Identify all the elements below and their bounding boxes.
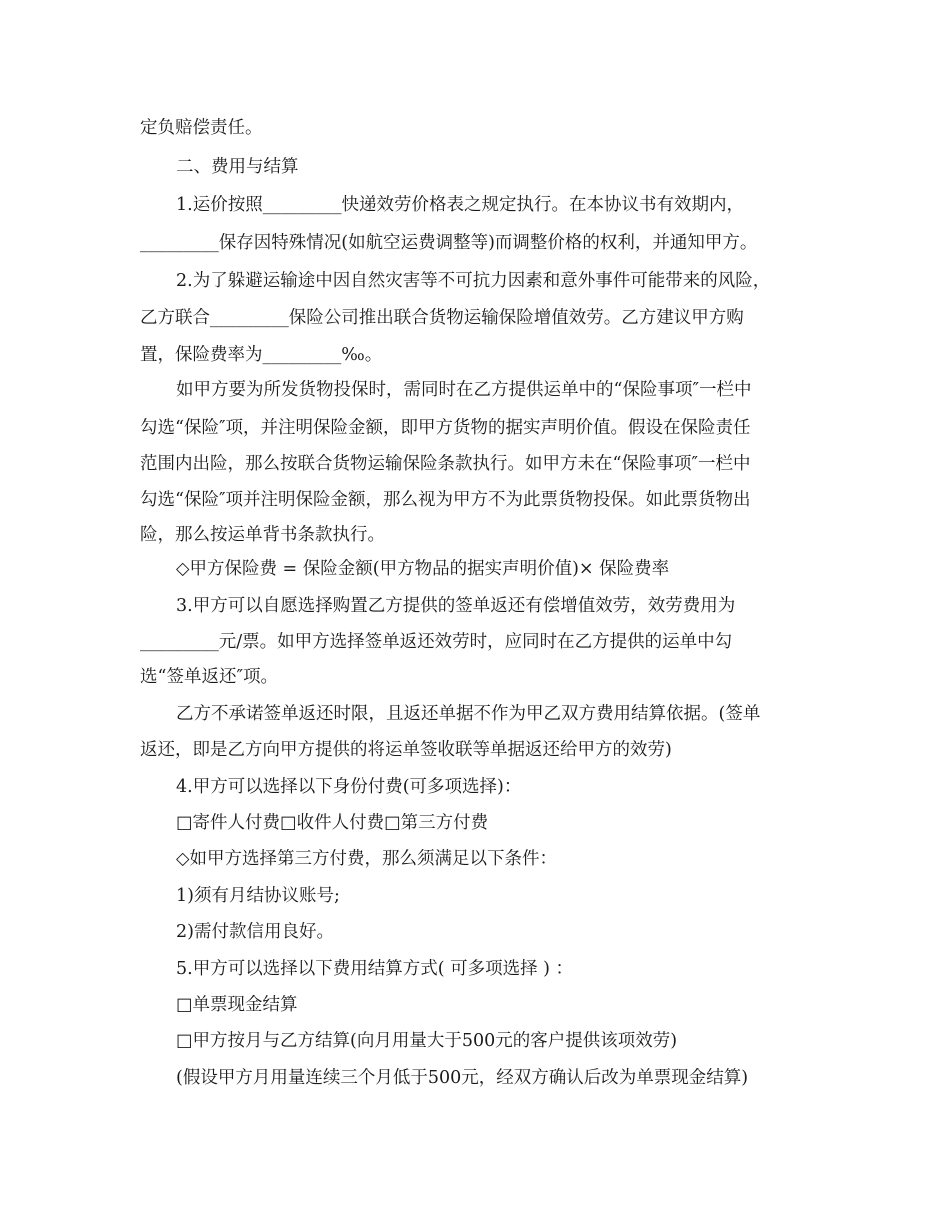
text-line: 2.为了躲避运输途中因自然灾害等不可抗力因素和意外事件可能带来的风险， [176, 271, 771, 291]
section-heading: 二、费用与结算 [176, 157, 299, 177]
text-line: 勾选“保险″项，并注明保险金额，即甲方货物的据实声明价值。假设在保险责任 [140, 418, 751, 438]
text-line: 返还，即是乙方向甲方提供的将运单签收联等单据返还给甲方的效劳) [140, 740, 672, 760]
text-line: 定负赔偿责任。 [140, 118, 263, 138]
formula-line: ◇甲方保险费 = 保险金额(甲方物品的据实声明价值)× 保险费率 [176, 559, 670, 579]
text-line: _________元/票。如甲方选择签单返还效劳时，应同时在乙方提供的运单中勾 [140, 632, 733, 652]
text-line: 1.运价按照_________快递效劳价格表之规定执行。在本协议书有效期内， [176, 195, 744, 215]
text-line: 乙方联合_________保险公司推出联合货物运输保险增值效劳。乙方建议甲方购 [140, 308, 744, 328]
text-line: 置，保险费率为_________‰。 [140, 345, 383, 365]
text-line: 如甲方要为所发货物投保时，需同时在乙方提供运单中的“保险事项″一栏中 [176, 380, 752, 400]
text-line: 选“签单返还″项。 [140, 667, 278, 687]
text-line: ◇如甲方选择第三方付费，那么须满足以下条件： [176, 849, 557, 869]
checkbox-options-line: □寄件人付费□收件人付费□第三方付费 [176, 813, 489, 833]
text-line: 险，那么按运单背书条款执行。 [140, 525, 385, 545]
text-line: 乙方不承诺签单返还时限，且返还单据不作为甲乙双方费用结算依据。(签单 [176, 704, 761, 724]
text-line: 范围内出险，那么按联合货物运输保险条款执行。如甲方未在“保险事项″一栏中 [140, 454, 751, 474]
text-line: 4.甲方可以选择以下身份付费(可多项选择)： [176, 777, 522, 797]
text-line: 勾选“保险″项并注明保险金额，那么视为甲方不为此票货物投保。如此票货物出 [140, 490, 751, 510]
note-line: (假设甲方月用量连续三个月低于500元，经双方确认后改为单票现金结算) [176, 1068, 749, 1088]
text-line: 5.甲方可以选择以下费用结算方式( 可多项选择 ) ： [176, 959, 574, 979]
checkbox-option-line: □甲方按月与乙方结算(向月用量大于500元的客户提供该项效劳) [176, 1031, 678, 1051]
text-line: 3.甲方可以自愿选择购置乙方提供的签单返还有偿增值效劳，效劳费用为 [176, 596, 736, 616]
checkbox-option-line: □单票现金结算 [176, 995, 298, 1015]
list-item: 2)需付款信用良好。 [176, 922, 334, 942]
list-item: 1)须有月结协议账号; [176, 886, 340, 906]
text-line: _________保存因特殊情况(如航空运费调整等)而调整价格的权利，并通知甲方。 [140, 233, 758, 253]
